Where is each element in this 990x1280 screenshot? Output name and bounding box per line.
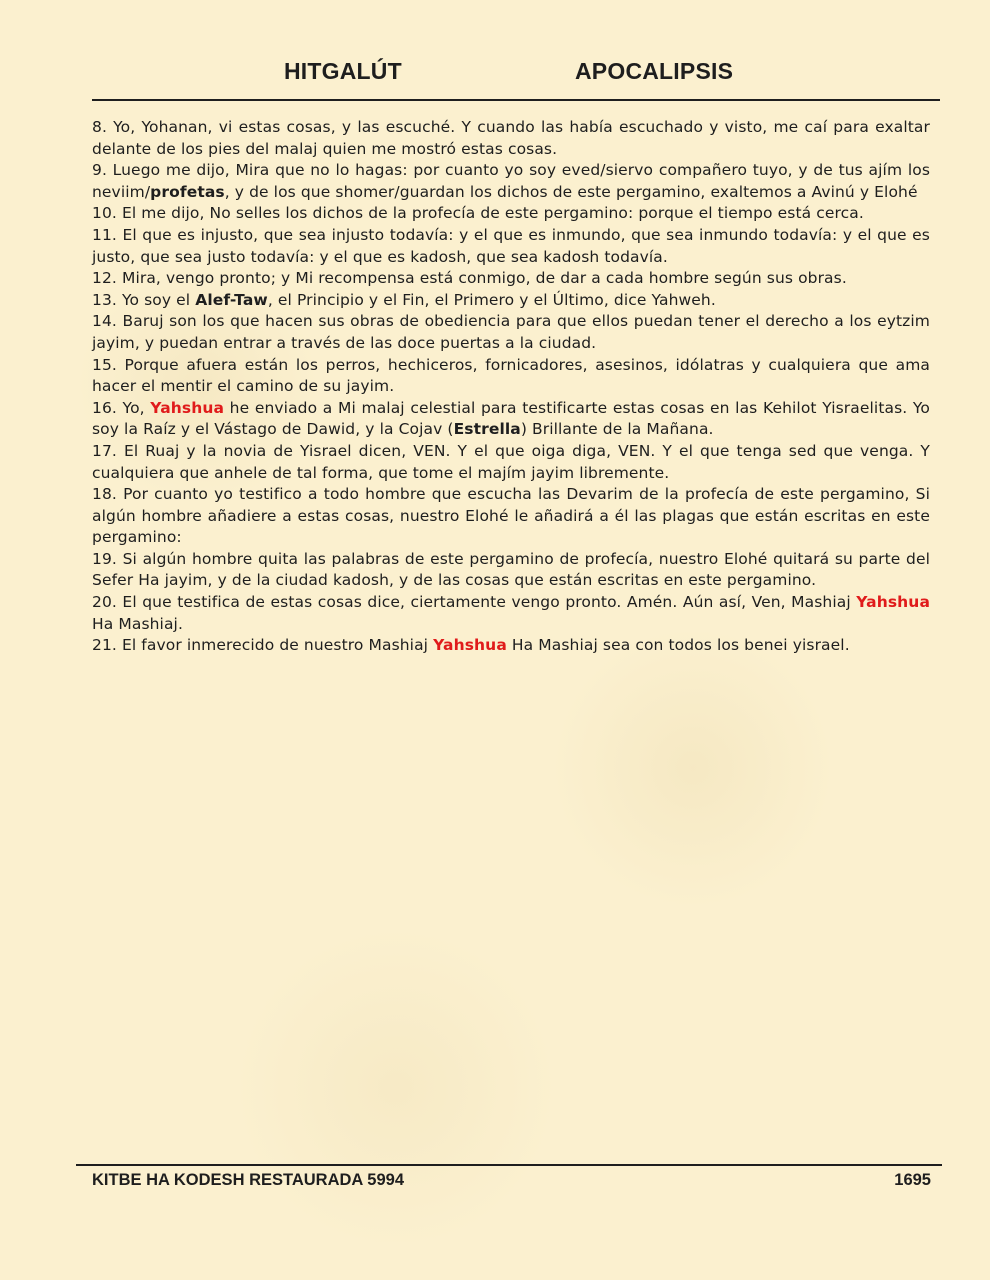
verse-text: 10. El me dijo, No selles los dichos de la profecía de este pergamino: porque el tiempo está cerca.: [92, 204, 864, 223]
verse-text: 18. Por cuanto yo testifico a todo hombre que escucha las Devarim de la profecía de este pergamino, Si algún hombre añadiere a estas cosas, nuestro Elohé le añadirá a él las plagas que están escritas en este pergamino:: [92, 485, 930, 547]
verse-text: 21. El favor inmerecido de nuestro Mashiaj: [92, 636, 434, 655]
verse-13: [92, 290, 930, 312]
verse-14: [92, 311, 930, 354]
verse-21: [92, 635, 930, 657]
verse-9: [92, 160, 930, 203]
verse-16: [92, 398, 930, 441]
verse-8: [92, 117, 930, 160]
emphasis-profetas: profetas: [150, 182, 225, 201]
verse-text: 12. Mira, vengo pronto; y Mi recompensa está conmigo, de dar a cada hombre según sus obras.: [92, 269, 847, 288]
verse-text: 9. Luego me dijo, Mira que no lo hagas: por cuanto yo soy eved/siervo compañero tuyo, y de tus ajím los neviim/: [92, 161, 930, 201]
header-divider: [92, 99, 940, 101]
verse-text: 13. Yo soy el: [92, 290, 196, 309]
emphasis-alef-taw: Alef-Taw: [195, 290, 268, 309]
book-title-hebrew: HITGALÚT: [284, 58, 402, 84]
footer-book-title: KITBE HA KODESH RESTAURADA 5994: [92, 1171, 405, 1189]
page-header: [0, 58, 990, 88]
verse-18: [92, 484, 930, 549]
verse-20: [92, 592, 930, 635]
verse-text: Ha Mashiaj sea con todos los benei yisrael.: [506, 636, 850, 655]
verse-text: 8. Yo, Yohanan, vi estas cosas, y las escuché. Y cuando las había escuchado y visto, me caí para exaltar delante de los pies del malaj quien me mostró estas cosas.: [92, 118, 930, 158]
verse-12: [92, 268, 930, 290]
verse-text: 16. Yo,: [92, 398, 151, 417]
verse-text: 17. El Ruaj y la novia de Yisrael dicen, VEN. Y el que oiga diga, VEN. Y el que tenga sed que venga. Y cualquiera que anhele de tal forma, que tome el majím jayim libremente.: [92, 441, 930, 482]
verse-text: , el Principio y el Fin, el Primero y el Último, dice Yahweh.: [267, 290, 716, 309]
verse-text: 19. Si algún hombre quita las palabras de este pergamino de profecía, nuestro Elohé quitará su parte del Sefer Ha jayim, y de la ciudad kadosh, y de las cosas que están escritas en este pergamino.: [92, 549, 930, 590]
verse-10: [92, 203, 930, 225]
page-footer: [92, 1171, 931, 1193]
verse-text: he enviado a Mi malaj celestial para testificarte estas cosas en las Kehilot Yisraelitas. Yo soy la Raíz y el Vástago de Dawid, y la Cojav (: [92, 398, 930, 439]
name-yahshua: Yahshua: [433, 636, 507, 655]
verse-text: , y de los que shomer/guardan los dichos de este pergamino, exaltemos a Avinú y Elohé: [224, 182, 918, 201]
footer-divider: [76, 1164, 942, 1166]
verse-text: Ha Mashiaj.: [92, 614, 183, 633]
chapter-text: [92, 117, 930, 657]
verse-text: 15. Porque afuera están los perros, hechiceros, fornicadores, asesinos, idólatras y cualquiera que ama hacer el mentir el camino de su jayim.: [92, 355, 930, 396]
verse-text: 20. El que testifica de estas cosas dice, ciertamente vengo pronto. Amén. Aún así, Ven, Mashiaj: [92, 593, 857, 612]
page-number: 1695: [894, 1171, 931, 1189]
verse-text: 14. Baruj son los que hacen sus obras de obediencia para que ellos puedan tener el derecho a los eytzim jayim, y puedan entrar a través de las doce puertas a la ciudad.: [92, 312, 930, 352]
book-title-spanish: APOCALIPSIS: [575, 58, 734, 84]
name-yahshua: Yahshua: [856, 593, 930, 612]
verse-19: [92, 549, 930, 592]
verse-17: [92, 441, 930, 484]
verse-11: [92, 225, 930, 268]
emphasis-estrella: Estrella: [453, 420, 521, 439]
verse-text: 11. El que es injusto, que sea injusto todavía: y el que es inmundo, que sea inmundo todavía: y el que es justo, que sea justo todavía: y el que es kadosh, que sea kadosh todavía.: [92, 225, 930, 266]
verse-15: [92, 355, 930, 398]
name-yahshua: Yahshua: [150, 398, 225, 417]
verse-text: ) Brillante de la Mañana.: [520, 420, 714, 439]
